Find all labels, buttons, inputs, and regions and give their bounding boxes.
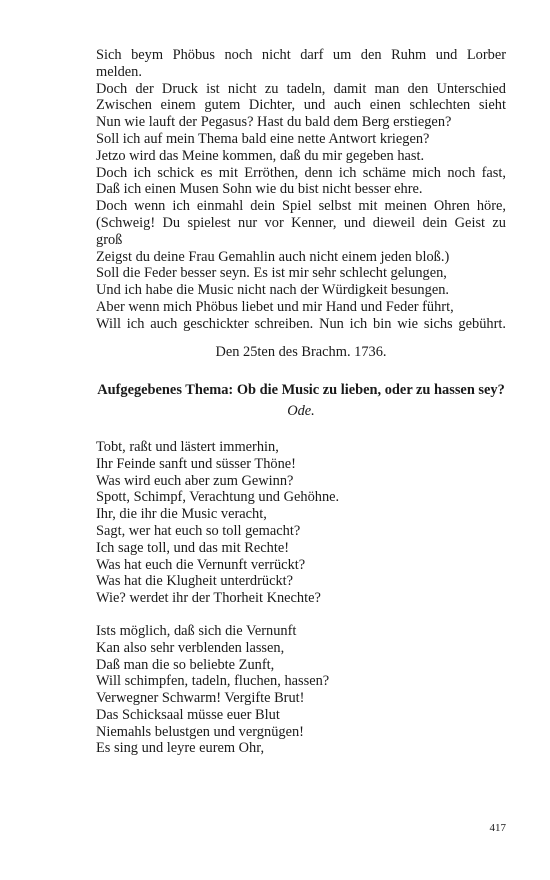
poem-line: Sich beym Phöbus noch nicht darf um den Ruhm und Lorber (96, 47, 506, 63)
poem-line: Soll die Feder besser seyn. Es ist mir sehr schlecht gelungen, (96, 265, 447, 282)
stanza-line: Ich sage toll, und das mit Rechte! (96, 539, 290, 556)
page-number: 417 (489, 822, 506, 834)
stanza-line: Das Schicksaal müsse euer Blut (96, 706, 280, 723)
poem-line: Nun wie lauft der Pegasus? Hast du bald dem Berg erstiegen? (96, 114, 452, 131)
poem-line: (Schweig! Du spielest nur vor Kenner, und dieweil dein Geist zu (96, 214, 506, 231)
poem-one (96, 47, 506, 333)
poem-line: Zeigst du deine Frau Gemahlin auch nicht einem jeden bloß.) (96, 248, 450, 265)
poem-line: Doch wenn ich einmahl dein Spiel selbst mit meinen Ohren höre, (96, 198, 506, 215)
stanza-line: Will schimpfen, tadeln, fluchen, hassen? (96, 673, 330, 690)
stanza-line: Ists möglich, daß sich die Vernunft (96, 622, 297, 639)
poem-line: Daß ich einen Musen Sohn wie du bist nicht besser ehre. (96, 181, 423, 198)
poem-line: Und ich habe die Music nicht nach der Würdigkeit besungen. (96, 282, 450, 299)
poem-line: Soll ich auf mein Thema bald eine nette Antwort kriegen? (96, 130, 430, 147)
poem-date: Den 25ten des Brachm. 1736. (215, 343, 387, 360)
stanza-line: Ihr, die ihr die Music veracht, (96, 506, 267, 523)
ode-stanza-1 (96, 439, 506, 607)
poem-line: Zwischen einem gutem Dichter, und auch einen schlechten sieht (96, 97, 506, 114)
stanza-line: Sagt, wer hat euch so toll gemacht? (96, 522, 301, 539)
poem-line: Aber wenn mich Phöbus liebet und mir Hand und Feder führt, (96, 298, 454, 315)
poem-line: Doch ich schick es mit Erröthen, denn ich schäme mich noch fast, (96, 164, 506, 181)
poem-line: melden. (96, 63, 142, 80)
stanza-line: Ihr Feinde sanft und süsser Thöne! (96, 455, 296, 472)
stanza-line: Es sing und leyre eurem Ohr, (96, 740, 265, 757)
poem-line: Doch der Druck ist nicht zu tadeln, damit man den Unterschied (96, 80, 506, 97)
ode-heading: Aufgegebenes Thema: Ob die Music zu lieben, oder zu hassen sey? (97, 382, 505, 399)
stanza-line: Verwegner Schwarm! Vergifte Brut! (96, 690, 305, 707)
poem-line: Will ich auch geschickter schreiben. Nun ich bin wie sichs gebührt. (96, 315, 506, 332)
page-body (96, 47, 506, 757)
ode-subtitle: Ode. (287, 403, 315, 420)
stanza-line: Was hat euch die Vernunft verrückt? (96, 556, 306, 573)
stanza-line: Was hat die Klugheit unterdrückt? (96, 573, 294, 590)
poem-line: groß (96, 231, 123, 248)
stanza-line: Daß man die so beliebte Zunft, (96, 656, 275, 673)
poem-line: Jetzo wird das Meine kommen, daß du mir gegeben hast. (96, 147, 425, 164)
stanza-line: Wie? werdet ihr der Thorheit Knechte? (96, 590, 321, 607)
stanza-line: Spott, Schimpf, Verachtung und Gehöhne. (96, 489, 340, 506)
stanza-line: Kan also sehr verblenden lassen, (96, 639, 285, 656)
stanza-line: Was wird euch aber zum Gewinn? (96, 472, 294, 489)
ode-stanza-2 (96, 623, 506, 757)
stanza-line: Niemahls belustgen und vergnügen! (96, 723, 304, 740)
stanza-line: Tobt, raßt und lästert immerhin, (96, 438, 279, 455)
